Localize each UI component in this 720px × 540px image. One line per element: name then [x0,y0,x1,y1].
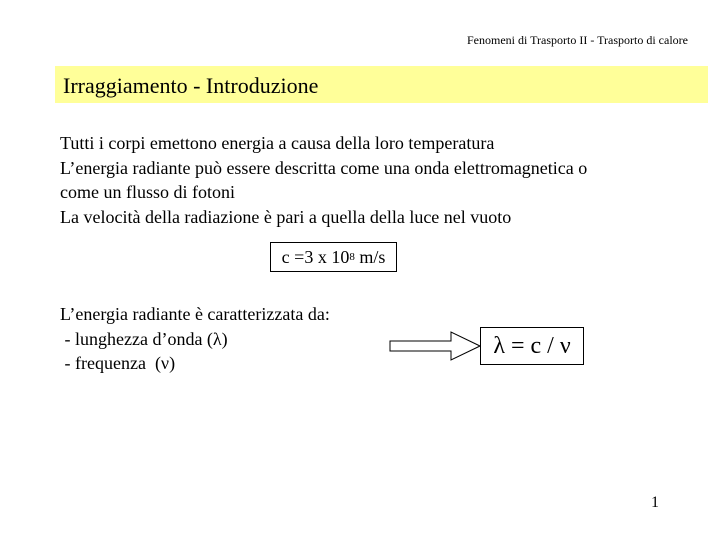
property-item: - lunghezza d’onda (λ) [60,328,228,349]
wavelength-relation: λ = c / ν [480,327,584,365]
slide-title: Irraggiamento - Introduzione [63,73,319,98]
arrow-right-icon [389,331,481,361]
formula-suffix: m/s [354,246,386,267]
intro-line: come un flusso di fotoni [60,182,235,202]
intro-line: L’energia radiante può essere descritta come una onda elettromagnetica o [60,157,588,178]
speed-of-light-formula: c =3 x 10 8 m/s [270,242,397,272]
page-number: 1 [651,494,659,511]
title-bar [55,66,708,103]
properties-text [60,302,330,376]
intro-text [60,131,680,229]
intro-line: Tutti i corpi emettono energia a causa della loro temperatura [60,133,495,153]
properties-intro: L’energia radiante è caratterizzata da: [60,304,330,324]
intro-line: La velocità della radiazione è pari a quella della luce nel vuoto [60,206,512,227]
formula-prefix: c =3 x 10 [281,246,350,267]
property-item: - frequenza (ν) [60,353,176,373]
course-header: Fenomeni di Trasporto II - Trasporto di calore [467,33,688,47]
